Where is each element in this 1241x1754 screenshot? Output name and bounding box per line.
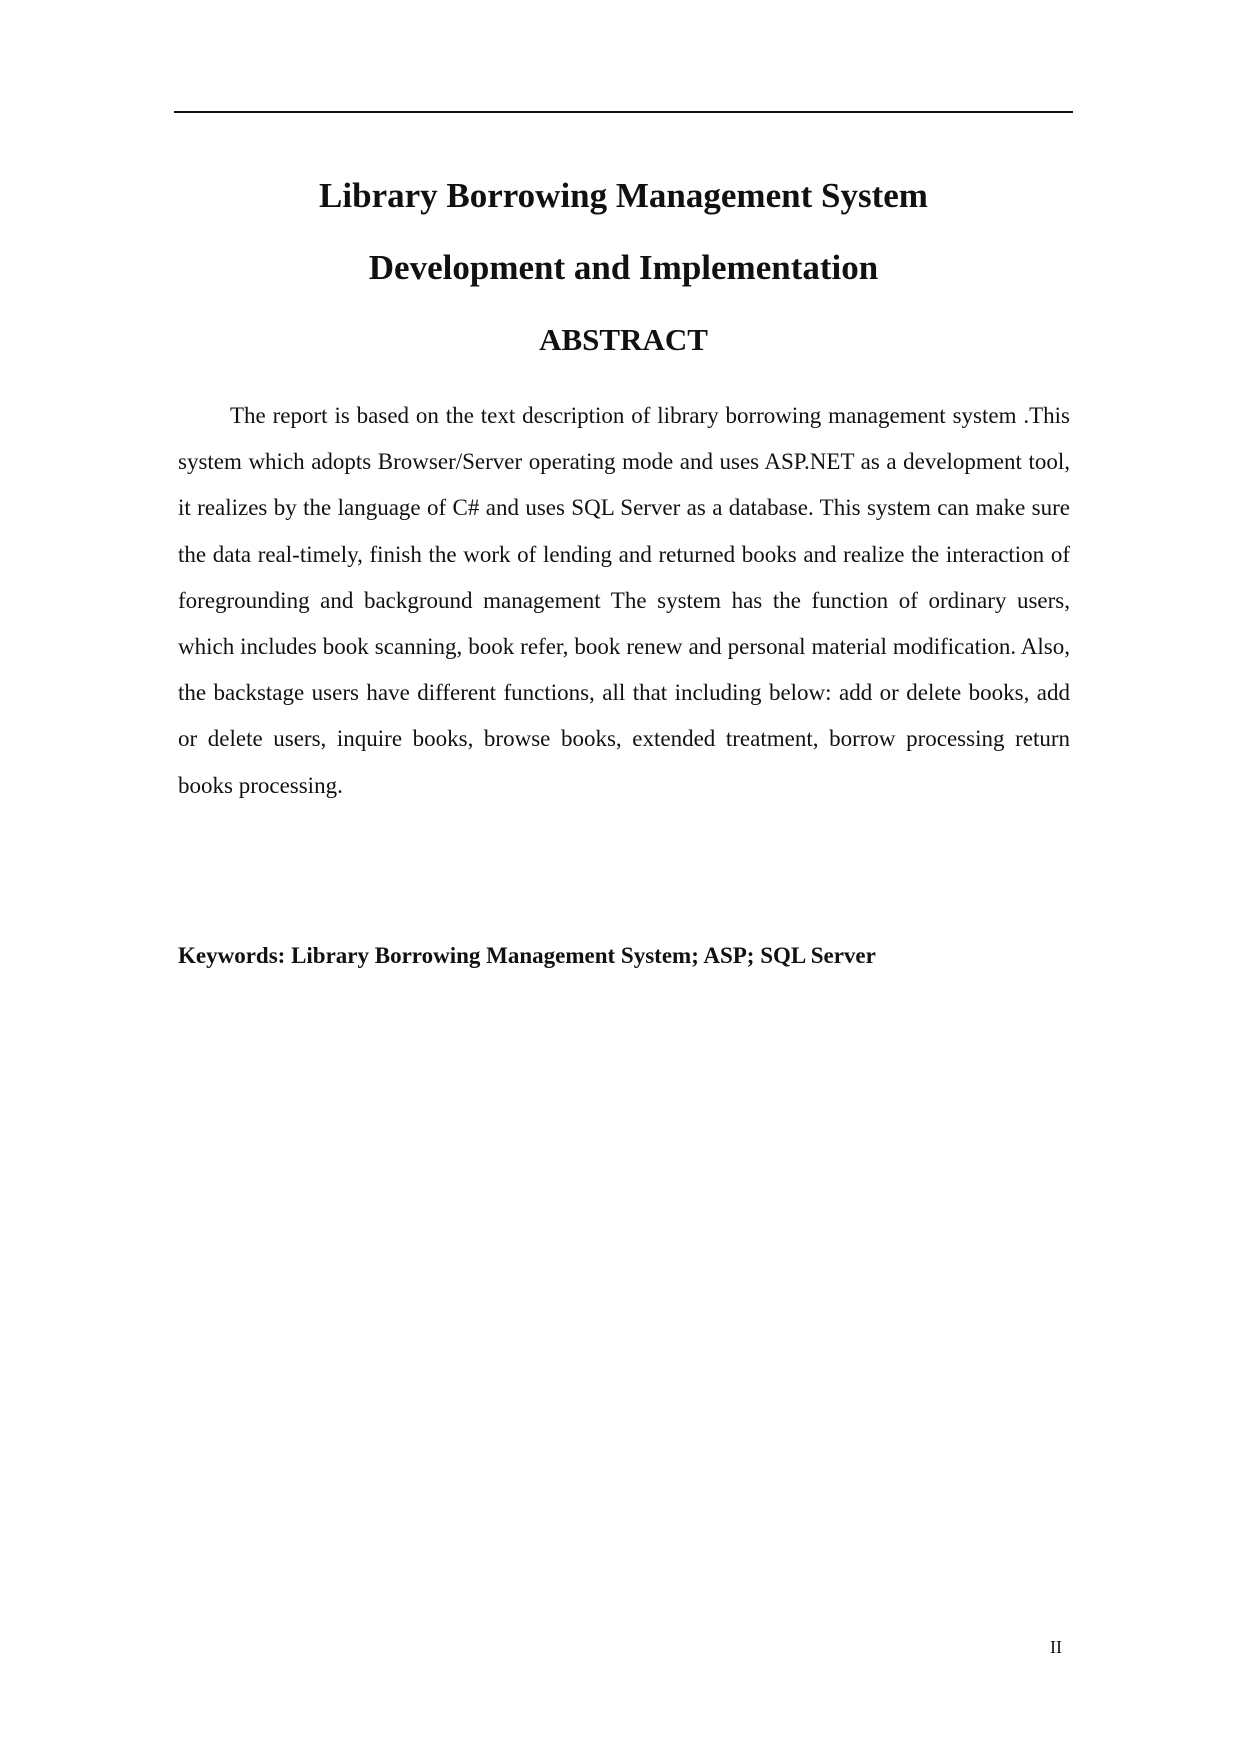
- keywords-line: Keywords: Library Borrowing Management System; ASP; SQL Server: [178, 943, 876, 968]
- header-rule: [174, 111, 1073, 113]
- document-title-line-2: Development and Implementation: [368, 248, 879, 287]
- page-number: II: [1050, 1637, 1062, 1657]
- abstract-heading: ABSTRACT: [539, 322, 708, 357]
- abstract-paragraph: The report is based on the text description of library borrowing management system .This system which adopts Browser/Server operating mode and uses ASP.NET as a development tool, it realizes by the language of C# and uses SQL Server as a database. This system can make sure the data real-timely, finish the work of lending and returned books and realize the interaction of foregrounding and background management The system has the function of ordinary users, which includes book scanning, book refer, book renew and personal material modification. Also, the backstage users have different functions, all that including below: add or delete books, add or delete users, inquire books, browse books, extended treatment, borrow processing return books processing.: [178, 403, 1070, 798]
- document-title-line-1: Library Borrowing Management System: [319, 176, 928, 215]
